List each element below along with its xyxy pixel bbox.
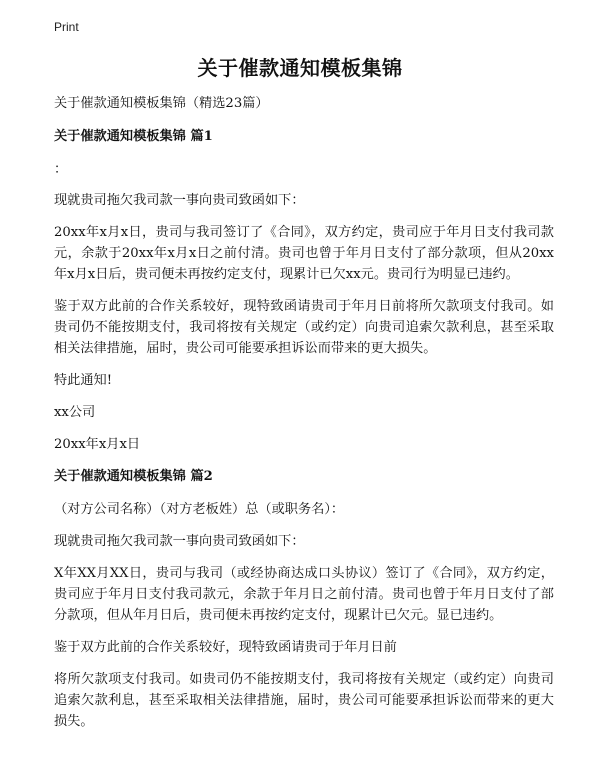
paragraph: 将所欠款项支付我司。如贵司仍不能按期支付，我司将按有关规定（或约定）向贵司追索欠款利息，甚至采取相关法律措施，届时，贵公司可能要承担诉讼而带来的更大损失。	[54, 672, 554, 729]
page-title: 关于催款通知模板集锦	[197, 56, 403, 80]
paragraph: X年XX月XX日，贵司与我司（或经协商达成口头协议）签订了《合同》，双方约定，贵司应于年月日支付我司款元，余款于年月日之前付清。贵司也曾于年月日支付了部分款项，但从年月日后，贵司便未再按约定支付，现累计已欠元。显已违约。	[54, 566, 554, 623]
paragraph: 鉴于双方此前的合作关系较好，现特致函请贵司于年月日前	[54, 640, 397, 655]
paragraph: 现就贵司拖欠我司款一事向贵司致函如下：	[54, 193, 305, 208]
section-heading: 关于催款通知模板集锦 篇2	[54, 469, 213, 484]
signature-date: 20xx年x月x日	[54, 437, 141, 452]
paragraph: 现就贵司拖欠我司款一事向贵司致函如下：	[54, 534, 305, 549]
print-link[interactable]: Print	[54, 20, 79, 34]
recipient-line: （对方公司名称）（对方老板姓）总（或职务名）：	[54, 502, 345, 517]
section-2	[54, 466, 554, 732]
section-1	[54, 126, 554, 455]
paragraph: 鉴于双方此前的合作关系较好，现特致函请贵司于年月日前将所欠款项支付我司。如贵司仍不能按期支付，我司将按有关规定（或约定）向贵司追索欠款利息，甚至采取相关法律措施，届时，贵公司可能要承担诉讼而带来的更大损失。	[54, 299, 554, 356]
section-heading: 关于催款通知模板集锦 篇1	[54, 129, 213, 144]
paragraph: 20xx年x月x日，贵司与我司签订了《合同》，双方约定，贵司应于年月日支付我司款元，余款于20xx年x月x日之前付清。贵司也曾于年月日支付了部分款项，但从20xx年x月x日后，贵司便未再按约定支付，现累计已欠xx元。贵司行为明显已违约。	[54, 225, 554, 282]
signature-company: xx公司	[54, 405, 96, 420]
recipient-line: ：	[54, 162, 68, 177]
document-body	[54, 93, 554, 743]
closing-line: 特此通知!	[54, 373, 113, 388]
document-subtitle: 关于催款通知模板集锦（精选23篇）	[54, 96, 269, 111]
